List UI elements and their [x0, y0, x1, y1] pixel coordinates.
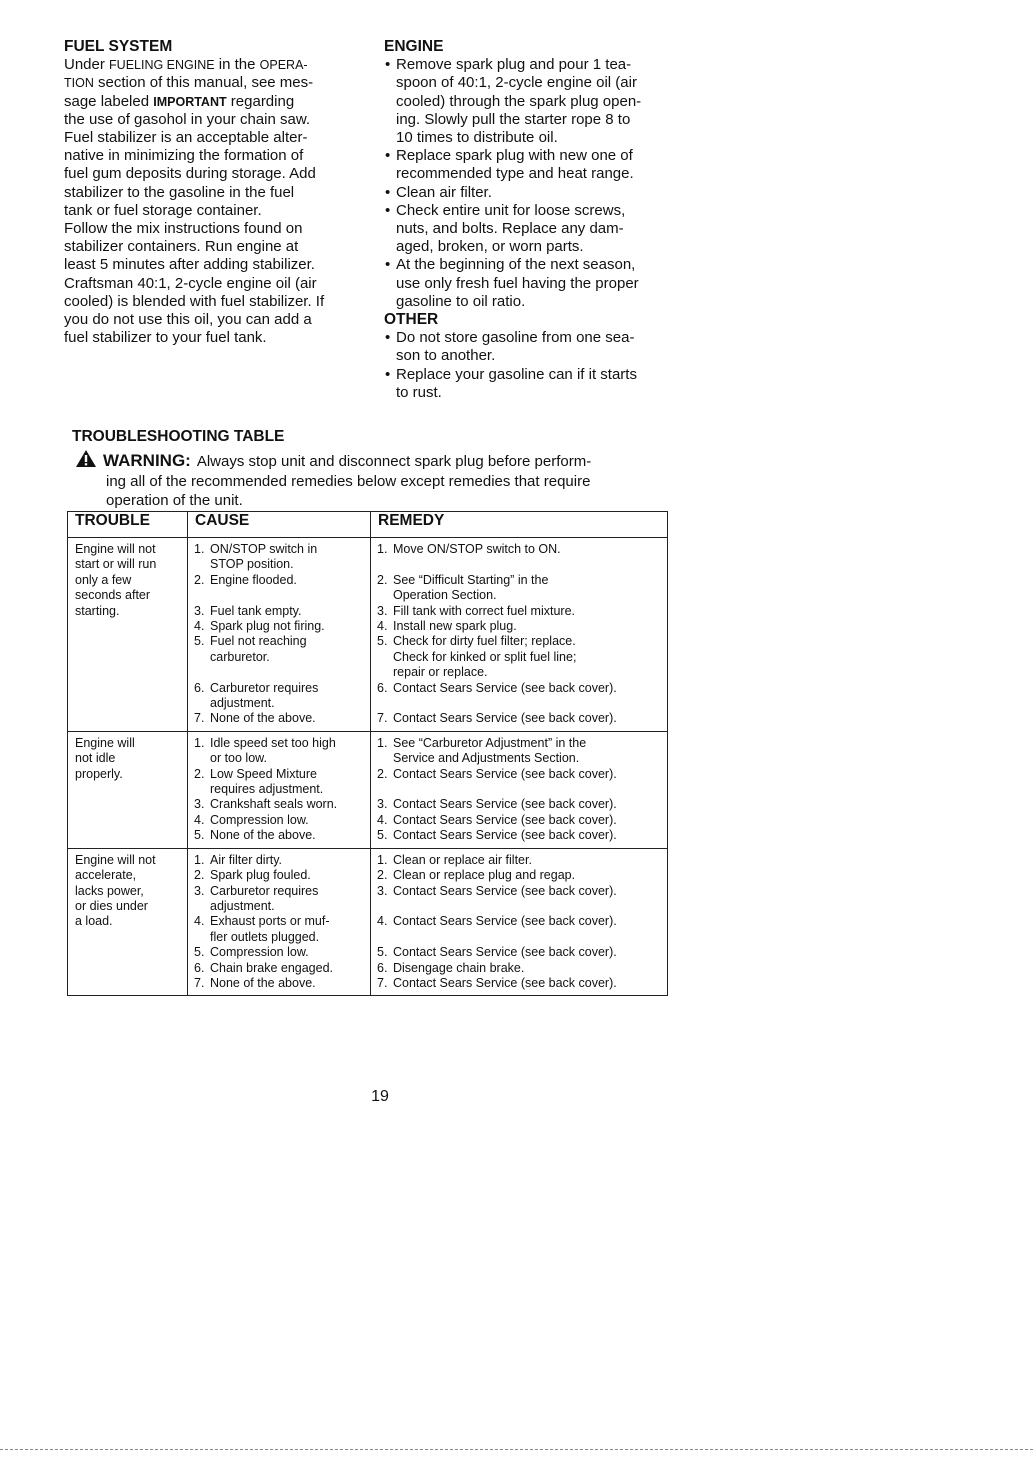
bullet-line: gasoline to oil ratio. [396, 292, 526, 310]
cause-number: 1. [194, 735, 205, 750]
cause-item [194, 604, 370, 619]
paragraph-line: least 5 minutes after adding stabilizer. [64, 256, 315, 274]
paragraph-line: stabilizer containers. Run engine at [64, 238, 299, 256]
text-run: Under [64, 56, 110, 74]
cause-line: None of the above. [210, 975, 316, 990]
fuel-system-section [64, 38, 364, 347]
bullet-line: Remove spark plug and pour 1 tea- [396, 56, 632, 74]
other-title: OTHER [384, 311, 439, 329]
remedy-number: 6. [377, 680, 388, 695]
cause-item [194, 542, 370, 573]
cause-number: 4. [194, 812, 205, 827]
trouble-line: only a few [75, 572, 132, 587]
cause-number: 7. [194, 975, 205, 990]
troubleshooting-title: TROUBLESHOOTING TABLE [72, 428, 285, 445]
remedy-line: Contact Sears Service (see back cover). [393, 680, 617, 695]
bullet-line: Replace spark plug with new one of [396, 147, 633, 165]
paragraph-line: stabilizer to the gasoline in the fuel [64, 183, 295, 201]
remedy-line: Fill tank with correct fuel mixture. [393, 603, 575, 618]
cause-number: 1. [194, 542, 205, 556]
text-run: the use of gasohol in your chain saw. [64, 110, 310, 128]
bullet-line: Do not store gasoline from one sea- [396, 329, 635, 347]
engine-bullet-list [384, 56, 684, 311]
cause-item [194, 945, 370, 960]
remedy-number: 6. [377, 960, 388, 975]
bullet-line: cooled) through the spark plug open- [396, 92, 642, 110]
remedy-number: 3. [377, 883, 388, 898]
remedy-number: 7. [377, 711, 388, 726]
remedy-item [377, 604, 667, 619]
other-bullet-list [384, 329, 684, 402]
engine-section [384, 38, 684, 402]
cause-line: Spark plug fouled. [210, 868, 311, 883]
paragraph-line: Fuel stabilizer is an acceptable alter- [64, 129, 308, 147]
cause-item [194, 813, 370, 828]
remedy-line: Contact Sears Service (see back cover). [393, 797, 617, 812]
remedy-item [377, 542, 667, 573]
remedy-item [377, 573, 667, 604]
remedy-number: 4. [377, 812, 388, 827]
remedy-line: Contact Sears Service (see back cover). [393, 711, 617, 726]
cause-line: None of the above. [210, 828, 316, 843]
table-body [68, 538, 668, 996]
cause-number: 6. [194, 960, 205, 975]
cause-item [194, 711, 370, 726]
engine-bullet [384, 56, 684, 147]
remedy-line: Check for kinked or split fuel line; [393, 649, 577, 664]
remedy-number: 5. [377, 945, 388, 960]
remedy-number: 4. [377, 914, 388, 929]
remedy-line: Contact Sears Service (see back cover). [393, 883, 617, 898]
remedy-number: 1. [377, 735, 388, 750]
trouble-line: properly. [75, 766, 123, 781]
paragraph-line: cooled) is blended with fuel stabilizer. If [64, 292, 325, 310]
remedy-line: See “Carburetor Adjustment” in the [393, 735, 587, 750]
bullet-line: use only fresh fuel having the proper [396, 274, 639, 292]
remedy-line: Contact Sears Service (see back cover). [393, 914, 617, 929]
engine-title: ENGINE [384, 38, 444, 55]
trouble-line: not idle [75, 751, 116, 766]
cause-line: fler outlets plugged. [210, 929, 320, 944]
remedy-line: Contact Sears Service (see back cover). [393, 975, 617, 990]
spacer [393, 899, 667, 914]
spacer [210, 665, 370, 680]
table-row [68, 848, 668, 996]
paragraph-line: Follow the mix instructions found on [64, 220, 303, 238]
bullet-line: spoon of 40:1, 2-cycle engine oil (air [396, 74, 637, 92]
remedy-line: repair or replace. [393, 665, 488, 680]
bullet-line: to rust. [396, 383, 442, 401]
cause-line: Fuel tank empty. [210, 603, 302, 618]
trouble-line: a load. [75, 914, 113, 929]
cause-cell [188, 731, 371, 848]
cause-line: Engine flooded. [210, 572, 297, 587]
remedy-line: Install new spark plug. [393, 619, 517, 634]
bottom-dashed-rule [0, 1449, 1033, 1450]
engine-bullet [384, 184, 684, 202]
remedy-item [377, 884, 667, 915]
bullet-line: aged, broken, or worn parts. [396, 238, 584, 256]
cause-line: Fuel not reaching [210, 634, 307, 649]
bullet-line: son to another. [396, 347, 496, 365]
remedy-item [377, 945, 667, 960]
paragraph-line: fuel gum deposits during storage. Add [64, 165, 316, 183]
cause-item [194, 853, 370, 868]
text-run-smallcaps: TION [64, 76, 94, 91]
trouble-line: accelerate, [75, 868, 137, 883]
remedy-item [377, 767, 667, 798]
fuel-system-para-3 [64, 220, 364, 275]
cause-line: Spark plug not firing. [210, 619, 325, 634]
trouble-line: Engine will [75, 735, 135, 750]
remedy-item [377, 976, 667, 991]
trouble-line: Engine will not [75, 852, 156, 867]
cause-item [194, 573, 370, 604]
trouble-line: or dies under [75, 898, 148, 913]
remedy-number: 2. [377, 868, 388, 883]
paragraph-line: Craftsman 40:1, 2-cycle engine oil (air [64, 274, 317, 292]
cause-line: None of the above. [210, 711, 316, 726]
cause-cell [188, 848, 371, 996]
trouble-cell [68, 538, 188, 732]
cause-line: or too low. [210, 751, 267, 766]
trouble-line: start or will run [75, 557, 157, 572]
remedy-line: Contact Sears Service (see back cover). [393, 945, 617, 960]
remedy-line: Clean or replace air filter. [393, 852, 532, 867]
paragraph-line: tank or fuel storage container. [64, 201, 262, 219]
warning-block [75, 449, 665, 511]
engine-bullet [384, 147, 684, 183]
remedy-number: 1. [377, 542, 388, 556]
remedy-number: 2. [377, 766, 388, 781]
remedy-item [377, 813, 667, 828]
cause-item [194, 619, 370, 634]
text-run-smallcaps: OPERA- [259, 58, 308, 73]
remedy-number: 5. [377, 634, 388, 649]
bullet-line: recommended type and heat range. [396, 165, 634, 183]
cause-number: 1. [194, 852, 205, 867]
cause-cell [188, 538, 371, 732]
remedy-line: Operation Section. [393, 588, 497, 603]
remedy-line: Service and Adjustments Section. [393, 751, 580, 766]
table-row [68, 731, 668, 848]
remedy-line: Contact Sears Service (see back cover). [393, 828, 617, 843]
trouble-line: seconds after [75, 588, 151, 603]
trouble-line: Engine will not [75, 542, 156, 556]
cause-item [194, 681, 370, 712]
remedy-line: Contact Sears Service (see back cover). [393, 766, 617, 781]
remedy-number: 4. [377, 619, 388, 634]
trouble-line: starting. [75, 603, 120, 618]
cause-number: 2. [194, 868, 205, 883]
cause-number: 5. [194, 828, 205, 843]
cause-number: 3. [194, 797, 205, 812]
remedy-item [377, 634, 667, 680]
cause-number: 5. [194, 945, 205, 960]
remedy-item [377, 868, 667, 883]
trouble-cell [68, 731, 188, 848]
troubleshooting-table [67, 511, 668, 996]
remedy-line: Check for dirty fuel filter; replace. [393, 634, 576, 649]
cause-line: carburetor. [210, 649, 270, 664]
cause-line: requires adjustment. [210, 782, 324, 797]
remedy-item [377, 619, 667, 634]
cause-item [194, 797, 370, 812]
remedy-item [377, 797, 667, 812]
other-bullet [384, 329, 684, 365]
remedy-number: 2. [377, 572, 388, 587]
table-header-row [68, 512, 668, 538]
remedy-item [377, 681, 667, 712]
engine-bullet [384, 256, 684, 311]
cause-item [194, 828, 370, 843]
spacer [393, 696, 667, 711]
remedy-line: Contact Sears Service (see back cover). [393, 812, 617, 827]
remedy-cell [371, 848, 668, 996]
cause-item [194, 961, 370, 976]
cause-item [194, 736, 370, 767]
spacer [210, 588, 370, 603]
cause-item [194, 914, 370, 945]
fuel-system-para-4 [64, 275, 364, 348]
trouble-cell [68, 848, 188, 996]
cause-item [194, 976, 370, 991]
cause-item [194, 884, 370, 915]
cause-item [194, 868, 370, 883]
text-run: section of this manual, see mes- [93, 74, 314, 92]
cause-number: 4. [194, 619, 205, 634]
cause-number: 3. [194, 883, 205, 898]
remedy-number: 3. [377, 603, 388, 618]
cause-line: Chain brake engaged. [210, 960, 334, 975]
important-label: IMPORTANT [153, 94, 227, 109]
cause-item [194, 634, 370, 680]
header-trouble: TROUBLE [68, 512, 188, 538]
cause-number: 5. [194, 634, 205, 649]
cause-line: STOP position. [210, 557, 294, 572]
warning-text-line-1: Always stop unit and disconnect spark plug before perform- [196, 453, 592, 470]
remedy-cell [371, 538, 668, 732]
page-number: 19 [371, 1088, 389, 1105]
header-cause: CAUSE [188, 512, 371, 538]
fuel-system-para-2 [64, 129, 364, 220]
trouble-line: lacks power, [75, 883, 144, 898]
remedy-line: Clean or replace plug and regap. [393, 868, 576, 883]
bullet-line: Check entire unit for loose screws, [396, 201, 626, 219]
cause-line: Idle speed set too high [210, 735, 336, 750]
cause-line: Exhaust ports or muf- [210, 914, 330, 929]
spacer [393, 930, 667, 945]
text-run: regarding [226, 92, 295, 110]
text-run-smallcaps: FUELING ENGINE [109, 58, 215, 73]
remedy-item [377, 961, 667, 976]
cause-item [194, 767, 370, 798]
cause-line: adjustment. [210, 898, 275, 913]
remedy-item [377, 828, 667, 843]
remedy-cell [371, 731, 668, 848]
bullet-line: Replace your gasoline can if it starts [396, 365, 637, 383]
fuel-system-para-1 [64, 56, 364, 129]
warning-text-line-3: operation of the unit. [106, 492, 243, 509]
warning-text-line-2: ing all of the recommended remedies below except remedies that require [106, 472, 591, 490]
cause-number: 3. [194, 603, 205, 618]
paragraph-line: native in minimizing the formation of [64, 147, 304, 165]
cause-number: 7. [194, 711, 205, 726]
cause-line: Compression low. [210, 812, 309, 827]
remedy-item [377, 853, 667, 868]
warning-label: WARNING: [103, 451, 191, 470]
cause-line: Carburetor requires [210, 883, 319, 898]
remedy-number: 3. [377, 797, 388, 812]
cause-line: Carburetor requires [210, 680, 319, 695]
cause-line: adjustment. [210, 696, 275, 711]
remedy-item [377, 711, 667, 726]
cause-line: Low Speed Mixture [210, 766, 318, 781]
bullet-line: nuts, and bolts. Replace any dam- [396, 220, 624, 238]
bullet-line: Clean air filter. [396, 183, 492, 201]
bullet-line: At the beginning of the next season, [396, 256, 636, 274]
remedy-line: See “Difficult Starting” in the [393, 572, 549, 587]
spacer [393, 557, 667, 572]
warning-triangle-icon [75, 449, 97, 468]
remedy-item [377, 736, 667, 767]
paragraph-line: fuel stabilizer to your fuel tank. [64, 329, 267, 347]
remedy-item [377, 914, 667, 945]
remedy-line: Disengage chain brake. [393, 960, 525, 975]
header-remedy: REMEDY [371, 512, 668, 538]
cause-line: Crankshaft seals worn. [210, 797, 338, 812]
bullet-line: 10 times to distribute oil. [396, 129, 558, 147]
text-run: sage labeled [64, 92, 154, 110]
cause-number: 2. [194, 572, 205, 587]
cause-number: 6. [194, 680, 205, 695]
text-run: in the [214, 56, 260, 74]
remedy-number: 5. [377, 828, 388, 843]
spacer [393, 782, 667, 797]
cause-line: Air filter dirty. [210, 852, 282, 867]
cause-number: 2. [194, 766, 205, 781]
cause-number: 4. [194, 914, 205, 929]
remedy-number: 1. [377, 852, 388, 867]
cause-line: Compression low. [210, 945, 309, 960]
bullet-line: ing. Slowly pull the starter rope 8 to [396, 110, 631, 128]
engine-bullet [384, 202, 684, 257]
cause-line: ON/STOP switch in [210, 542, 318, 556]
paragraph-line: you do not use this oil, you can add a [64, 311, 312, 329]
remedy-line: Move ON/STOP switch to ON. [393, 542, 561, 556]
other-bullet [384, 366, 684, 402]
fuel-system-title: FUEL SYSTEM [64, 38, 173, 55]
table-row [68, 538, 668, 732]
remedy-number: 7. [377, 975, 388, 990]
